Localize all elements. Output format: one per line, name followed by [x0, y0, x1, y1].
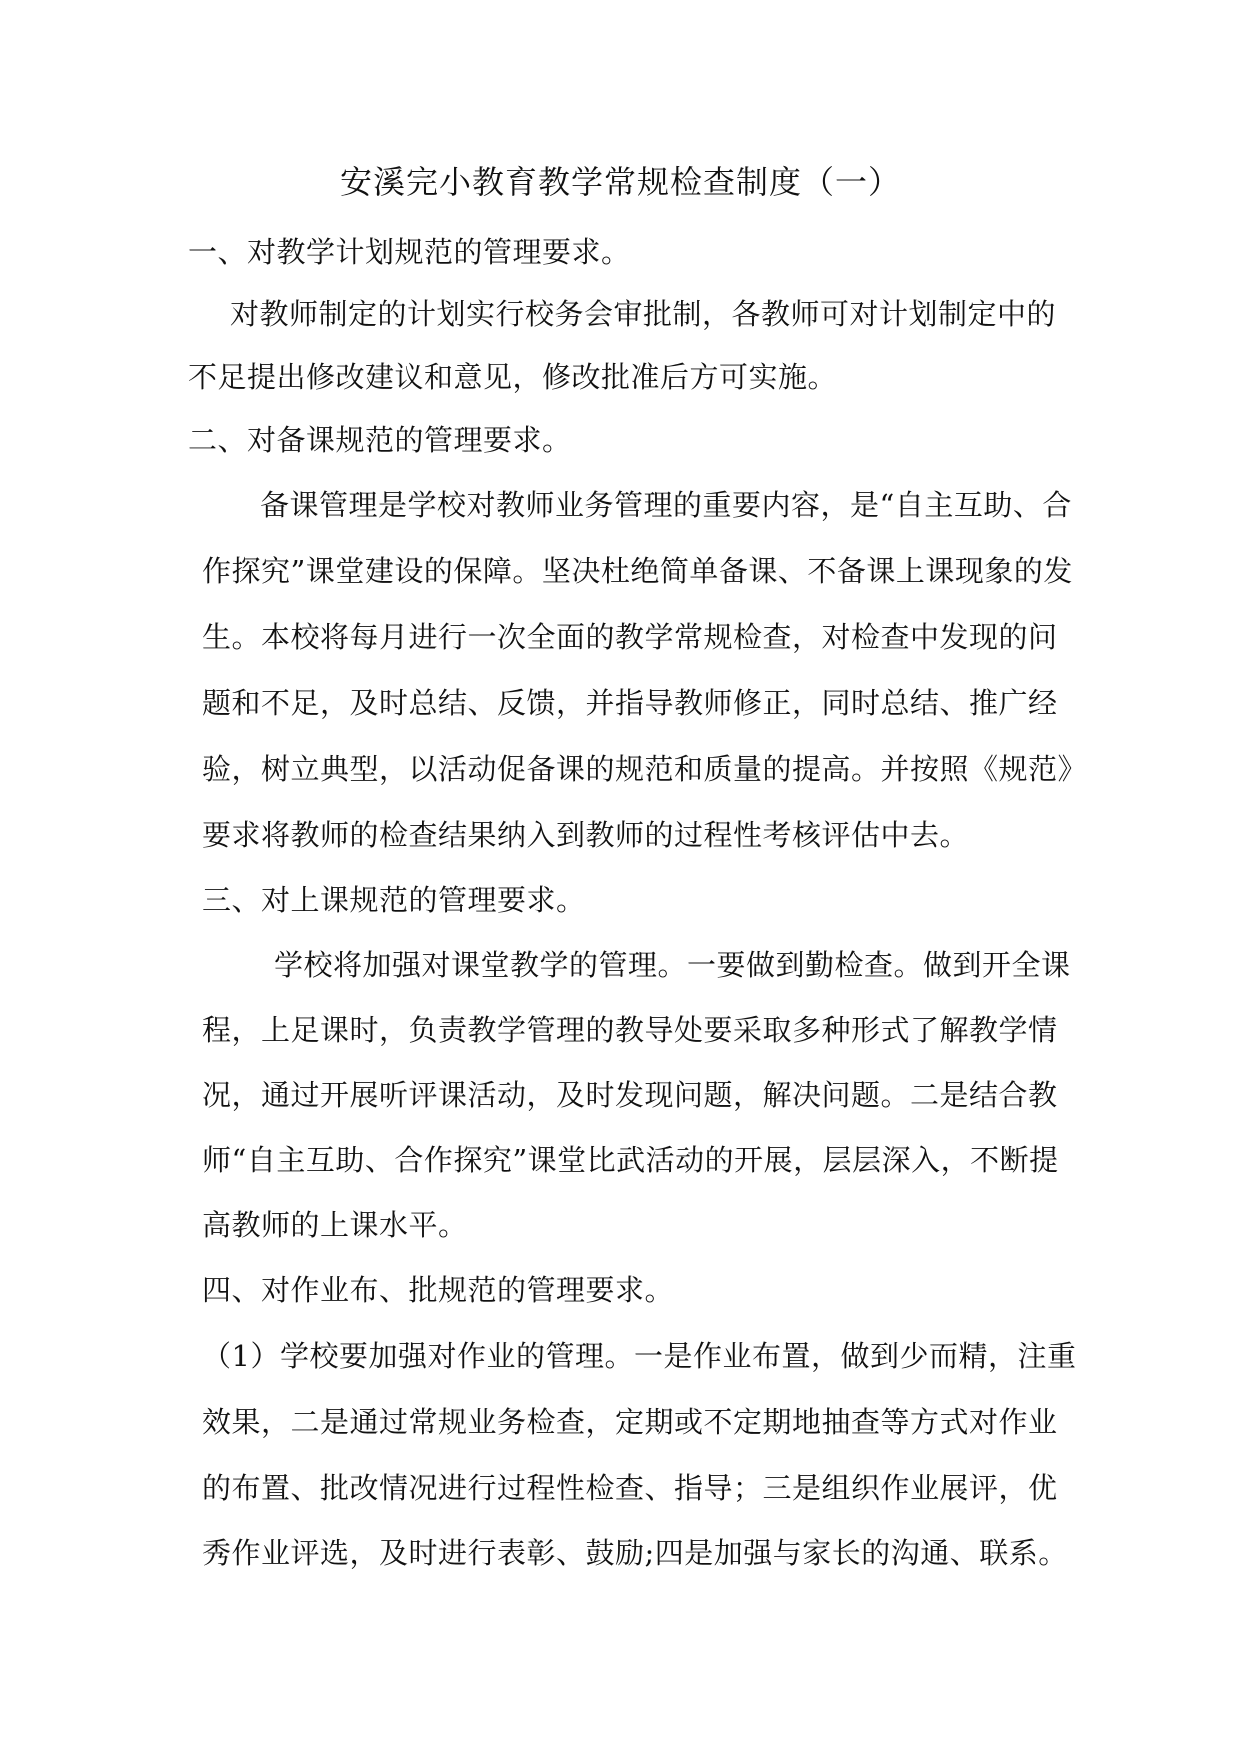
paragraph-line: 师“自主互助、合作探究”课堂比武活动的开展，层层深入，不断提 [202, 1143, 1059, 1177]
paragraph-line: 生。本校将每月进行一次全面的教学常规检查，对检查中发现的问 [202, 620, 1058, 654]
section-heading-3: 三、对上课规范的管理要求。 [202, 883, 586, 917]
paragraph-line: 效果，二是通过常规业务检查，定期或不定期地抽查等方式对作业 [202, 1405, 1058, 1439]
paragraph-line: 备课管理是学校对教师业务管理的重要内容，是“自主互助、合 [260, 488, 1072, 522]
paragraph-line: 秀作业评选，及时进行表彰、鼓励;四是加强与家长的沟通、联系。 [202, 1536, 1068, 1570]
paragraph-line: 作探究”课堂建设的保障。坚决杜绝简单备课、不备课上课现象的发 [202, 554, 1073, 588]
paragraph-line: 要求将教师的检查结果纳入到教师的过程性考核评估中去。 [202, 818, 970, 852]
paragraph-line: 程，上足课时，负责教学管理的教导处要采取多种形式了解教学情 [202, 1013, 1058, 1047]
paragraph-line: 题和不足，及时总结、反馈，并指导教师修正，同时总结、推广经 [202, 686, 1058, 720]
document-title: 安溪完小教育教学常规检查制度（一） [339, 163, 901, 201]
paragraph-line: 况，通过开展听评课活动，及时发现问题，解决问题。二是结合教 [202, 1078, 1058, 1112]
paragraph-line: 学校将加强对课堂教学的管理。一要做到勤检查。做到开全课 [274, 948, 1071, 982]
section-heading-1: 一、对教学计划规范的管理要求。 [188, 235, 631, 269]
paragraph-line: 高教师的上课水平。 [202, 1208, 468, 1242]
paragraph-line: 的布置、批改情况进行过程性检查、指导；三是组织作业展评，优 [202, 1471, 1058, 1505]
section-heading-2: 二、对备课规范的管理要求。 [188, 423, 572, 457]
section-heading-4: 四、对作业布、批规范的管理要求。 [202, 1273, 675, 1307]
paragraph-line: 验，树立典型，以活动促备课的规范和质量的提高。并按照《规范》 [202, 752, 1088, 786]
paragraph-line: （1）学校要加强对作业的管理。一是作业布置，做到少而精，注重 [202, 1339, 1077, 1373]
paragraph-line: 不足提出修改建议和意见，修改批准后方可实施。 [188, 360, 838, 394]
paragraph-line: 对教师制定的计划实行校务会审批制，各教师可对计划制定中的 [230, 297, 1057, 331]
